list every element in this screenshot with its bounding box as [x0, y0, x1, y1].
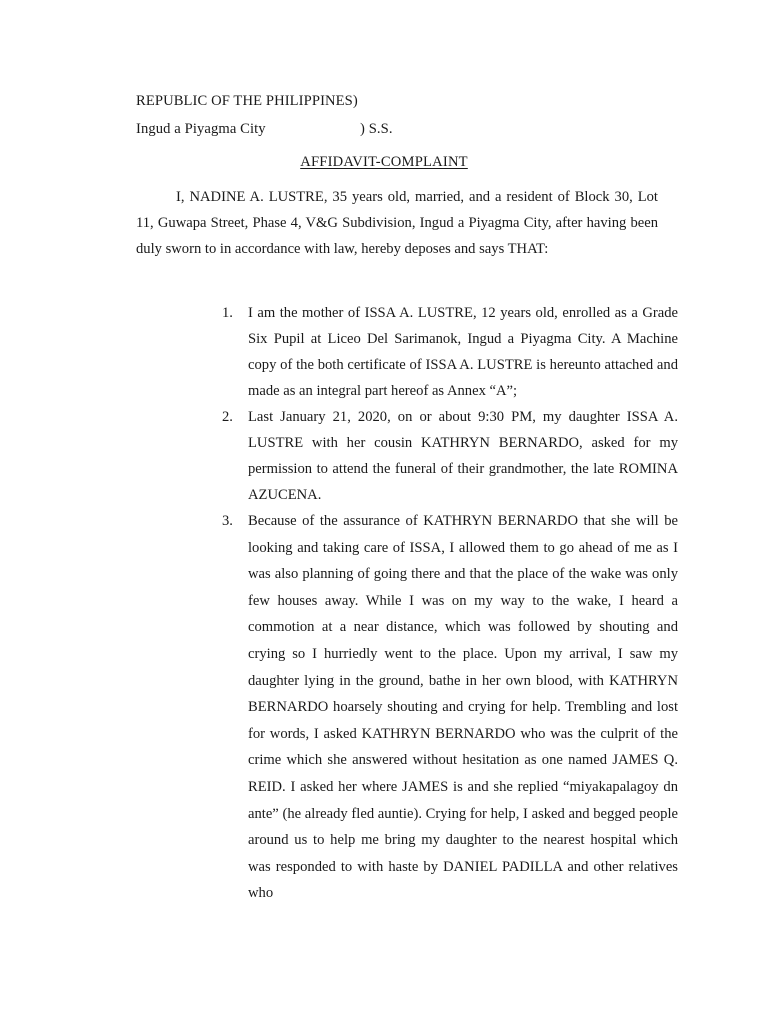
- allegation-number: 1.: [222, 305, 233, 321]
- caption-republic: REPUBLIC OF THE PHILIPPINES): [136, 93, 358, 109]
- caption-venue: [136, 121, 393, 138]
- allegation-number: 2.: [222, 409, 233, 425]
- allegation-item: [222, 404, 678, 508]
- caption-ss: ) S.S.: [360, 121, 393, 137]
- intro-paragraph: I, NADINE A. LUSTRE, 35 years old, married, and a resident of Block 30, Lot 11, Guwapa Street, Phase 4, V&G Subdivision, Ingud a Piyagma City, after having been duly sworn to in accordance with law, hereby deposes and says THAT:: [136, 189, 658, 257]
- allegation-text: Last January 21, 2020, on or about 9:30 PM, my daughter ISSA A. LUSTRE with her cousin KATHRYN BERNARDO, asked for my permission to attend the funeral of their grandmother, the late ROMINA AZUCENA.: [248, 409, 678, 503]
- allegation-item: [222, 300, 678, 404]
- allegation-number: 3.: [222, 513, 233, 529]
- allegation-text: Because of the assurance of KATHRYN BERNARDO that she will be looking and taking care of ISSA, I allowed them to go ahead of me as I was also planning of going there and that the place of the wake was only few houses away. While I was on my way to the wake, I heard a commotion at a near distance, which was followed by shouting and crying so I hurriedly went to the place. Upon my arrival, I saw my daughter lying in the ground, bathe in her own blood, with KATHRYN BERNARDO hoarsely shouting and crying for help. Trembling and lost for words, I asked KATHRYN BERNARDO who was the culprit of the crime which she answered without hesitation as one named JAMES Q. REID. I asked her where JAMES is and she replied “miyakapalagoy dn ante” (he already fled auntie). Crying for help, I asked and begged people around us to help me bring my daughter to the nearest hospital which was responded to with haste by DANIEL PADILLA and other relatives who: [248, 513, 678, 902]
- caption-city: Ingud a Piyagma City: [136, 121, 266, 137]
- allegation-item: [222, 508, 678, 907]
- document-title: AFFIDAVIT-COMPLAINT: [300, 154, 468, 170]
- allegation-text: I am the mother of ISSA A. LUSTRE, 12 years old, enrolled as a Grade Six Pupil at Liceo Del Sarimanok, Ingud a Piyagma City. A Machine copy of the both certificate of ISSA A. LUSTRE is hereunto attached and made as an integral part hereof as Annex “A”;: [248, 305, 678, 399]
- allegations-list: [222, 300, 678, 907]
